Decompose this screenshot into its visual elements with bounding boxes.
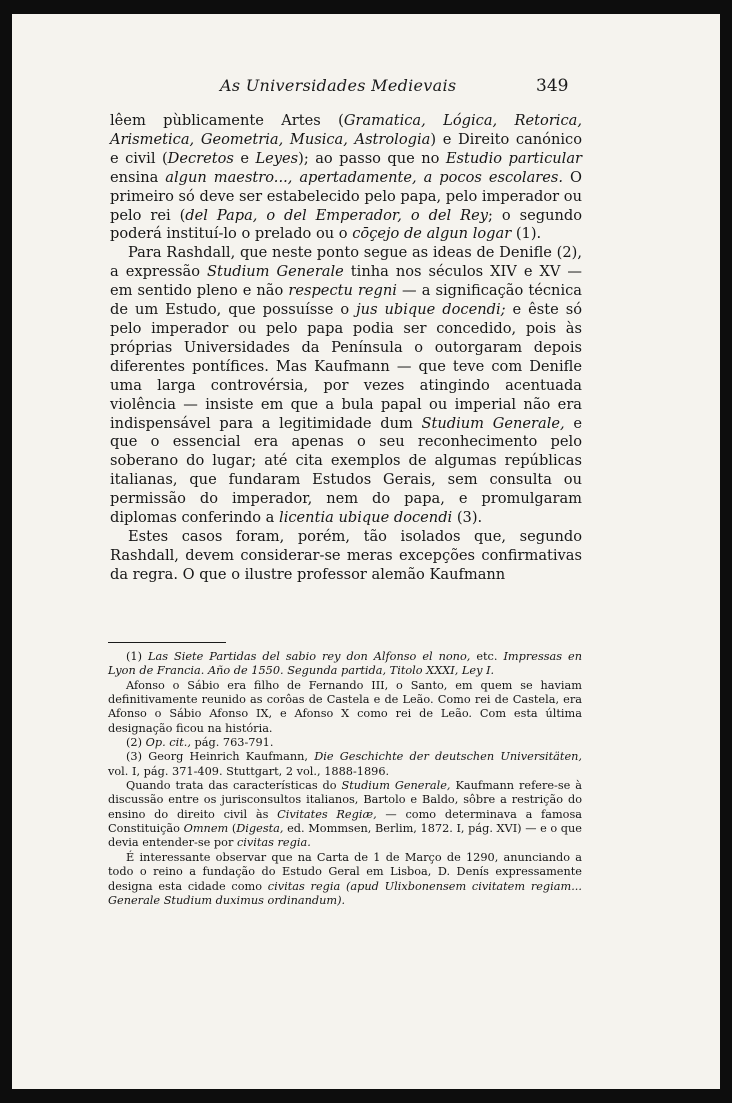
- footnote-rule: [108, 642, 226, 643]
- text-run: vol. I, pág. 371-409. Stuttgart, 2 vol., 1888-1896.: [108, 764, 390, 778]
- text-run: — a significação técnica de um Estudo, que possuísse o: [110, 282, 582, 319]
- italic-run: del Papa, o del Emperador, o del Rey: [185, 206, 489, 224]
- body-paragraph: [110, 528, 582, 585]
- italic-run: Studium Generale,: [421, 414, 565, 432]
- italic-run: Leyes: [255, 149, 299, 167]
- footnote-paragraph: [108, 750, 582, 779]
- text-run: ); ao passo que no: [298, 149, 446, 167]
- text-run: (1).: [511, 225, 542, 243]
- text-run: (3).: [452, 509, 483, 527]
- italic-run: licentia ubique docendi: [279, 509, 453, 527]
- text-run: — como determinava a famosa Constituição: [108, 807, 583, 836]
- italic-run: Studium Generale: [206, 263, 344, 281]
- italic-run: Estudio particular: [445, 149, 583, 167]
- italic-run: cōçejo de algun logar: [352, 225, 512, 243]
- text-run: Kaufmann refere-se à discussão entre os jurisconsultos italianos, Bartolo e Baldo, sôbre a restrição do ensino do direito civil às: [108, 779, 582, 821]
- text-run: É interessante observar que na Carta de 1 de Março de 1290, anunciando a todo o reino a fundação do Estudo Geral em Lisboa, D. Denís expressamente designa esta cidade como: [108, 850, 582, 893]
- text-run: Para Rashdall, que neste ponto segue as ideas de Denifle (2), a expressão: [110, 244, 582, 281]
- italic-run: civitas regia (apud Ulixbonensem civitatem regiam... Generale Studium duximus ordinandum).: [108, 879, 582, 907]
- text-run: ; o segundo poderá instituí-lo o prelado ou o: [110, 206, 583, 243]
- text-run: pág. 763-791.: [190, 736, 274, 750]
- text-run: (3) Georg Heinrich Kaufmann,: [126, 750, 315, 764]
- text-run: O primeiro só deve ser estabelecido pelo papa, pelo imperador ou pelo rei (: [110, 168, 582, 224]
- text-run: (1): [126, 650, 148, 663]
- footnotes: [108, 650, 582, 908]
- italic-run: Gramatica, Lógica, Retorica, Arismetica, Geometria, Musica, Astrologia: [110, 112, 582, 148]
- text-run: Quando trata das características do: [126, 779, 342, 793]
- italic-run: Die Geschichte der deutschen Universitäten,: [314, 750, 582, 764]
- footnote-paragraph: [108, 679, 582, 736]
- footnote-paragraph: [108, 736, 582, 750]
- text-run: etc.: [470, 650, 504, 663]
- italic-run: Las Siete Partidas del sabio rey don Alfonso el nono,: [147, 650, 471, 663]
- text-run: ed. Mommsen, Berlim, 1872. I, pág. XVI) — e o que devia entender-se por: [108, 822, 582, 850]
- text-run: (: [228, 822, 237, 836]
- text-run: lêem pùblicamente Artes (: [110, 112, 344, 129]
- text-run: ) e Direito canónico e civil (: [110, 130, 582, 167]
- italic-run: Studium Generale,: [341, 779, 451, 793]
- running-title: As Universidades Medievais: [220, 76, 457, 95]
- body-text: [110, 112, 582, 585]
- italic-run: jus ubique docendi;: [356, 301, 506, 319]
- footnote-paragraph: [108, 779, 582, 851]
- text-run: Afonso o Sábio era filho de Fernando III, o Santo, em quem se haviam definitivamente reunido as corôas de Castela e de Leão. Como rei de Castela, era Afonso o Sábio Afonso IX, e Afonso X como rei de Leão. Com esta última designação ficou na história.: [108, 678, 582, 735]
- italic-run: Civitates Regiæ,: [277, 807, 377, 821]
- text-run: ensina: [110, 168, 166, 186]
- text-run: e êste só pelo imperador ou pelo papa podia ser concedido, pois às próprias Universidades da Península o outorgaram depois diferentes pontífices. Mas Kaufmann — que teve com Denifle uma larga controvérsia, por vezes atingindo acentuada violência — insiste em que a bula papal ou imperial não era indispensável para a legitimidade dum: [110, 301, 582, 432]
- book-page: [12, 14, 720, 1089]
- text-run: Estes casos foram, porém, tão isolados que, segundo Rashdall, devem considerar-se meras excepções confirmativas da regra. O que o ilustre professor alemão Kaufmann: [110, 527, 582, 583]
- italic-run: Impressas en Lyon de Francia. Año de 1550. Segunda partida, Titolo XXXI, Ley I.: [108, 650, 583, 678]
- italic-run: civitas regia.: [236, 836, 311, 850]
- footnote-paragraph: [108, 650, 582, 679]
- italic-run: respectu regni: [288, 282, 397, 300]
- italic-run: Digesta,: [236, 822, 284, 836]
- footnote-paragraph: [108, 851, 582, 908]
- text-run: (2): [126, 736, 146, 750]
- body-paragraph: [110, 244, 582, 528]
- italic-run: Omnem: [183, 822, 229, 836]
- page-number: 349: [536, 76, 569, 96]
- text-run: tinha nos séculos XIV e XV — em sentido pleno e não: [110, 263, 582, 300]
- text-run: e: [233, 149, 256, 167]
- running-header: [12, 76, 720, 102]
- text-run: e que o essencial era apenas o seu reconhecimento pelo soberano do lugar; até cita exemplos de algumas repúblicas italianas, que fundaram Estudos Gerais, sem consulta ou permissão do imperador, nem do papa, e promulgaram diplomas conferindo a: [110, 414, 582, 527]
- italic-run: algun maestro..., apertadamente, a pocos escolares.: [165, 168, 564, 186]
- body-paragraph: [110, 112, 582, 244]
- italic-run: Decretos: [167, 149, 234, 167]
- italic-run: Op. cit.,: [145, 736, 191, 750]
